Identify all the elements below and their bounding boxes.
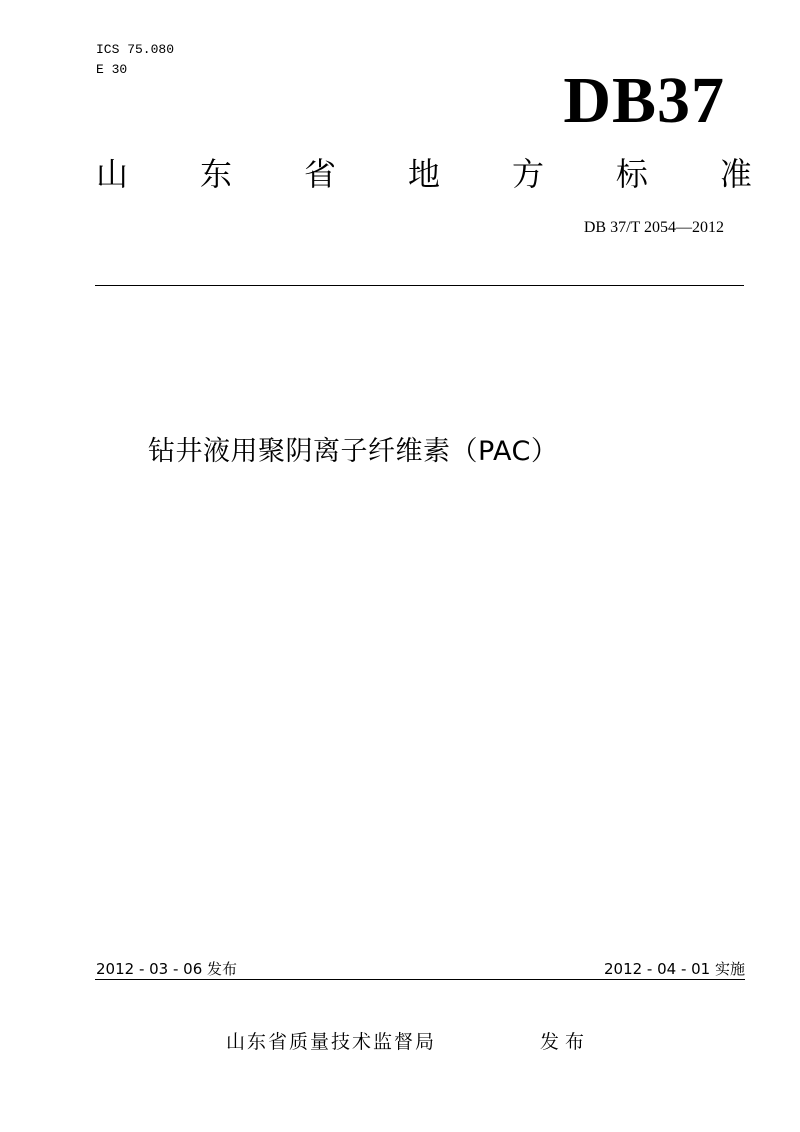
standard-type-char: 山	[96, 155, 129, 193]
standard-type-char: 标	[615, 155, 648, 193]
standard-type-char: 地	[407, 155, 440, 193]
standard-type-char: 省	[303, 155, 336, 193]
ics-code: ICS 75.080	[96, 42, 175, 57]
ccs-code: E 30	[96, 62, 128, 77]
standard-type-title	[96, 152, 752, 196]
header-divider	[95, 285, 744, 286]
issuing-authority: 山东省质量技术监督局	[226, 1031, 437, 1053]
issuing-action: 发布	[540, 1031, 591, 1053]
standard-number: DB 37/T 2054—2012	[583, 219, 724, 236]
standard-type-char: 准	[719, 155, 752, 193]
standard-type-char: 方	[511, 155, 544, 193]
issue-date: 2012 - 03 - 06 发布	[96, 960, 238, 978]
implementation-date: 2012 - 04 - 01 实施	[603, 960, 745, 978]
footer-divider	[95, 979, 745, 980]
standard-type-char: 东	[199, 155, 232, 193]
db-code-logo: DB37	[563, 64, 725, 137]
document-title: 钻井液用聚阴离子纤维素（PAC）	[148, 436, 559, 467]
classification-codes	[96, 40, 174, 80]
